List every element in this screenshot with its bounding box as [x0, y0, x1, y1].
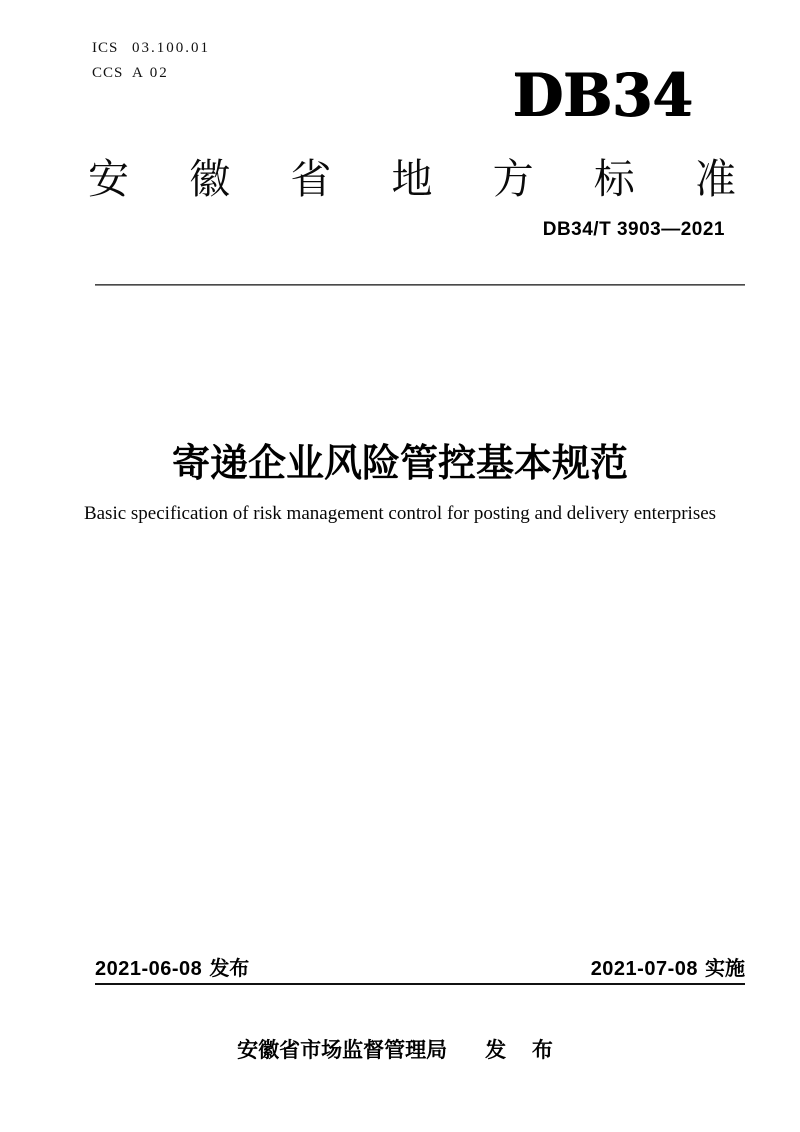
issue-label: 发布: [209, 958, 250, 980]
heading-char: 安: [88, 156, 129, 202]
publisher-row: [0, 1034, 800, 1064]
ics-label: ICS: [92, 40, 119, 56]
issue-date-group: [95, 952, 249, 981]
standard-category-heading: [88, 146, 736, 205]
publish-action-label: 发 布: [485, 1039, 563, 1062]
implement-date-group: [591, 952, 745, 981]
heading-char: 方: [492, 156, 534, 202]
document-title-zh: 寄递企业风险管控基本规范: [171, 443, 628, 485]
classification-codes: [92, 36, 210, 86]
dates-row: [95, 952, 745, 981]
ccs-code-row: [92, 61, 210, 86]
ccs-label: CCS: [92, 65, 124, 81]
ccs-value: A 02: [132, 65, 169, 81]
top-divider-rule: [95, 284, 745, 286]
db34-logo: DB34: [513, 60, 694, 130]
heading-char: 省: [290, 156, 332, 202]
heading-char: 地: [391, 156, 433, 202]
implement-label: 实施: [705, 958, 745, 980]
implement-date: 2021-07-08: [590, 958, 698, 980]
heading-char: 准: [694, 156, 736, 202]
document-title-en: Basic specification of risk management control for posting and delivery enterprises: [83, 503, 717, 524]
bottom-divider-rule: [95, 983, 745, 985]
heading-char: 标: [593, 156, 635, 202]
ics-code-row: [92, 36, 210, 61]
standard-number: DB34/T 3903—2021: [542, 219, 725, 240]
ics-value: 03.100.01: [132, 40, 210, 56]
issue-date: 2021-06-08: [95, 958, 203, 980]
publisher-name: 安徽省市场监督管理局: [237, 1039, 448, 1062]
heading-char: 徽: [189, 156, 231, 202]
